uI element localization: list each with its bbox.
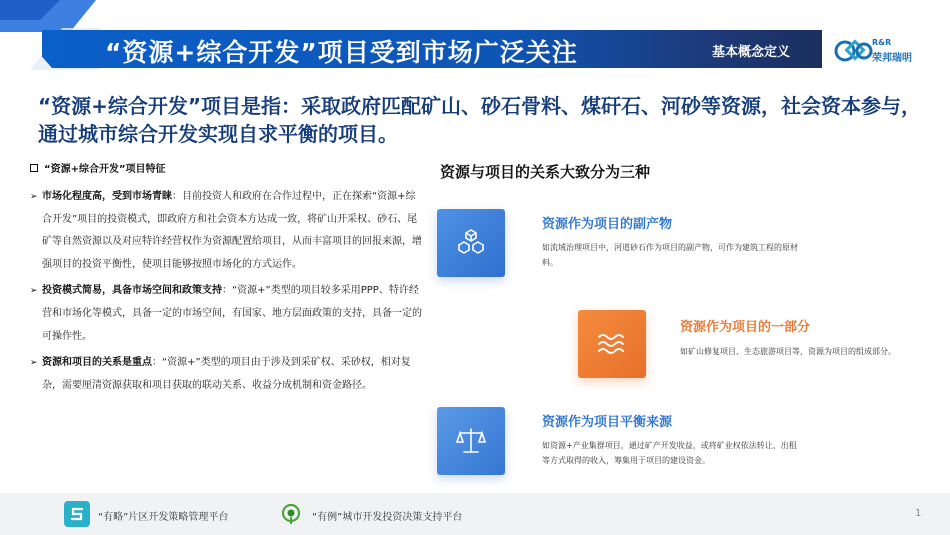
logo-text-bottom: 荣邦瑞明 [872, 53, 912, 64]
feature-body: ：“资源+”类型的项目较多采用PPP、特许经营和市场化等模式，具备一定的市场空间，有国家、地方层面政策的支持，具备一定的可操作性。 [42, 285, 422, 342]
relation-description: 如矿山修复项目、生态旅游项目等，资源为项目的组成部分。 [680, 347, 896, 356]
page-title: “资源+综合开发”项目受到市场广泛关注 [105, 38, 578, 67]
feature-body: ：目前投资人和政府在合作过程中，正在探索“资源+综合开发”项目的投资模式，即政府方和社会资本方达成一致，将矿山开采权、砂石、尾矿等自然资源以及对应特许经营权作为资源配置给项目，从而丰富项目的回报来源，增强项目的投资平衡性，使项目能够按照市场化的方式运作。 [42, 191, 422, 270]
feature-lead: 市场化程度高，受到市场青睐 [42, 191, 172, 202]
feature-lead: 资源和项目的关系是重点 [42, 357, 152, 369]
platform-link-youli[interactable]: “有例”城市开发投资决策支持平台 [312, 512, 463, 523]
headline: “资源+综合开发”项目是指：采取政府匹配矿山、砂石骨料、煤矸石、河砂等资源，社会资本参与，通过城市综合开发实现自求平衡的项目。 [38, 94, 922, 146]
feature-lead: 投资模式简易，具备市场空间和政策支持 [42, 285, 222, 297]
arrow-bullet-icon: ➢ [30, 286, 38, 297]
logo-text-top: R&R [872, 38, 892, 47]
feature-paragraph [30, 280, 425, 348]
relations-title: 资源与项目的关系大致分为三种 [440, 163, 651, 181]
feature-body: ：“资源+”类型的项目由于涉及到采矿权、采砂权，相对复杂，需要厘清资源获取和项目获取的联动关系、收益分成机制和资金路径。 [42, 357, 411, 391]
cubes-icon [437, 209, 505, 277]
feature-title [30, 160, 425, 175]
square-bullet-icon [30, 164, 38, 172]
feature-title-text: “资源+综合开发”项目特征 [44, 164, 166, 175]
waves-icon [578, 310, 646, 378]
feature-list [30, 160, 425, 401]
relation-description: 如流域治理项目中，河道砂石作为项目的副产物，可作为建筑工程的原材料。 [542, 243, 798, 267]
feature-paragraph [30, 186, 425, 276]
arrow-bullet-icon: ➢ [30, 192, 38, 202]
relation-description: 如资源+产业集群项目，通过矿产开发收益，或将矿业权依法转让、出租等方式取得的收入，筹集用于项目的建设资金。 [542, 441, 797, 465]
page-number: 1 [915, 508, 922, 519]
balance-scale-icon [437, 407, 505, 475]
relation-title: 资源作为项目的一部分 [680, 320, 811, 335]
section-label: 基本概念定义 [712, 45, 791, 60]
youlue-logo-icon [64, 501, 90, 527]
relation-title: 资源作为项目平衡来源 [542, 415, 673, 430]
platform-link-youlue[interactable]: “有略”片区开发策略管理平台 [98, 512, 229, 523]
relation-title: 资源作为项目的副产物 [542, 217, 673, 232]
feature-paragraph [30, 352, 425, 397]
arrow-bullet-icon: ➢ [30, 358, 38, 369]
youli-logo-icon [279, 502, 303, 526]
